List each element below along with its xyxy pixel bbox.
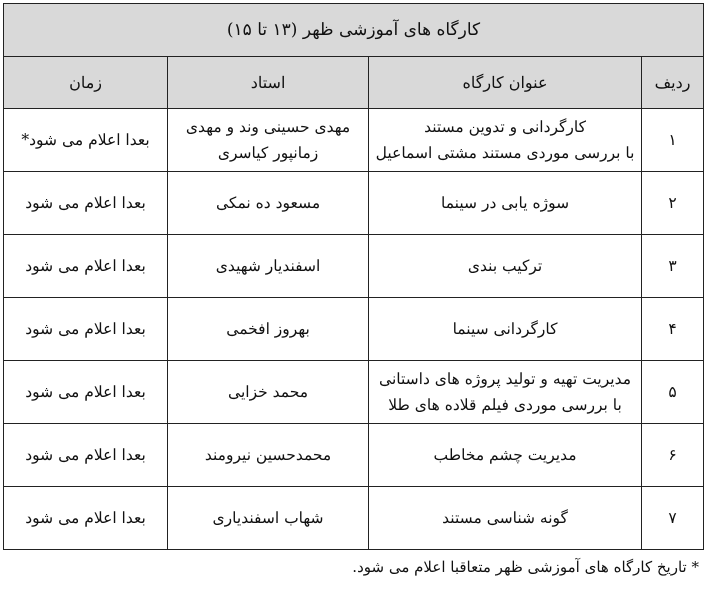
workshop-title: گونه شناسی مستند (369, 487, 642, 550)
workshop-title: مدیریت چشم مخاطب (369, 424, 642, 487)
header-number: ردیف (642, 57, 704, 109)
workshop-table-container (3, 3, 703, 550)
workshop-subtitle-line: با بررسی موردی مستند مشتی اسماعیل (375, 144, 635, 162)
table-row (4, 361, 704, 424)
table-header-row (4, 57, 704, 109)
header-workshop: عنوان کارگاه (369, 57, 642, 109)
table-row (4, 424, 704, 487)
table-row (4, 172, 704, 235)
workshop-title (369, 361, 642, 424)
workshop-time: بعدا اعلام می شود (4, 487, 168, 550)
table-row (4, 487, 704, 550)
teacher-name (168, 109, 369, 172)
row-number: ۱ (642, 109, 704, 172)
workshop-subtitle-line: با بررسی موردی فیلم قلاده های طلا (388, 396, 622, 414)
table-title-row (4, 4, 704, 57)
workshop-title: سوژه یابی در سینما (369, 172, 642, 235)
workshop-title (369, 109, 642, 172)
teacher-name: اسفندیار شهیدی (168, 235, 369, 298)
row-number: ۷ (642, 487, 704, 550)
workshop-time: بعدا اعلام می شود (4, 298, 168, 361)
row-number: ۴ (642, 298, 704, 361)
workshop-title-line: کارگردانی و تدوین مستند (424, 118, 586, 136)
footnote: * تاریخ کارگاه های آموزشی ظهر متعاقبا اعلام می شود. (352, 558, 699, 576)
row-number: ۳ (642, 235, 704, 298)
teacher-name: محمدحسین نیرومند (168, 424, 369, 487)
teacher-name-line-2: زمانپور کیاسری (217, 144, 319, 162)
row-number: ۲ (642, 172, 704, 235)
workshop-time: بعدا اعلام می شود (4, 235, 168, 298)
workshop-title-line: مدیریت تهیه و تولید پروژه های داستانی (379, 370, 632, 388)
table-row (4, 109, 704, 172)
workshop-time: بعدا اعلام می شود (4, 361, 168, 424)
table-row (4, 235, 704, 298)
header-time: زمان (4, 57, 168, 109)
teacher-name: بهروز افخمی (168, 298, 369, 361)
teacher-name: مسعود ده نمکی (168, 172, 369, 235)
row-number: ۶ (642, 424, 704, 487)
header-teacher: استاد (168, 57, 369, 109)
row-number: ۵ (642, 361, 704, 424)
table-title: کارگاه های آموزشی ظهر (۱۳ تا ۱۵) (4, 4, 704, 57)
workshop-time: بعدا اعلام می شود (4, 424, 168, 487)
workshop-title: ترکیب بندی (369, 235, 642, 298)
workshop-title: کارگردانی سینما (369, 298, 642, 361)
teacher-name: محمد خزایی (168, 361, 369, 424)
teacher-name-line: مهدی حسینی وند و مهدی (185, 118, 351, 136)
teacher-name: شهاب اسفندیاری (168, 487, 369, 550)
workshop-time: بعدا اعلام می شود* (4, 109, 168, 172)
workshop-table (3, 3, 704, 550)
table-row (4, 298, 704, 361)
workshop-time: بعدا اعلام می شود (4, 172, 168, 235)
